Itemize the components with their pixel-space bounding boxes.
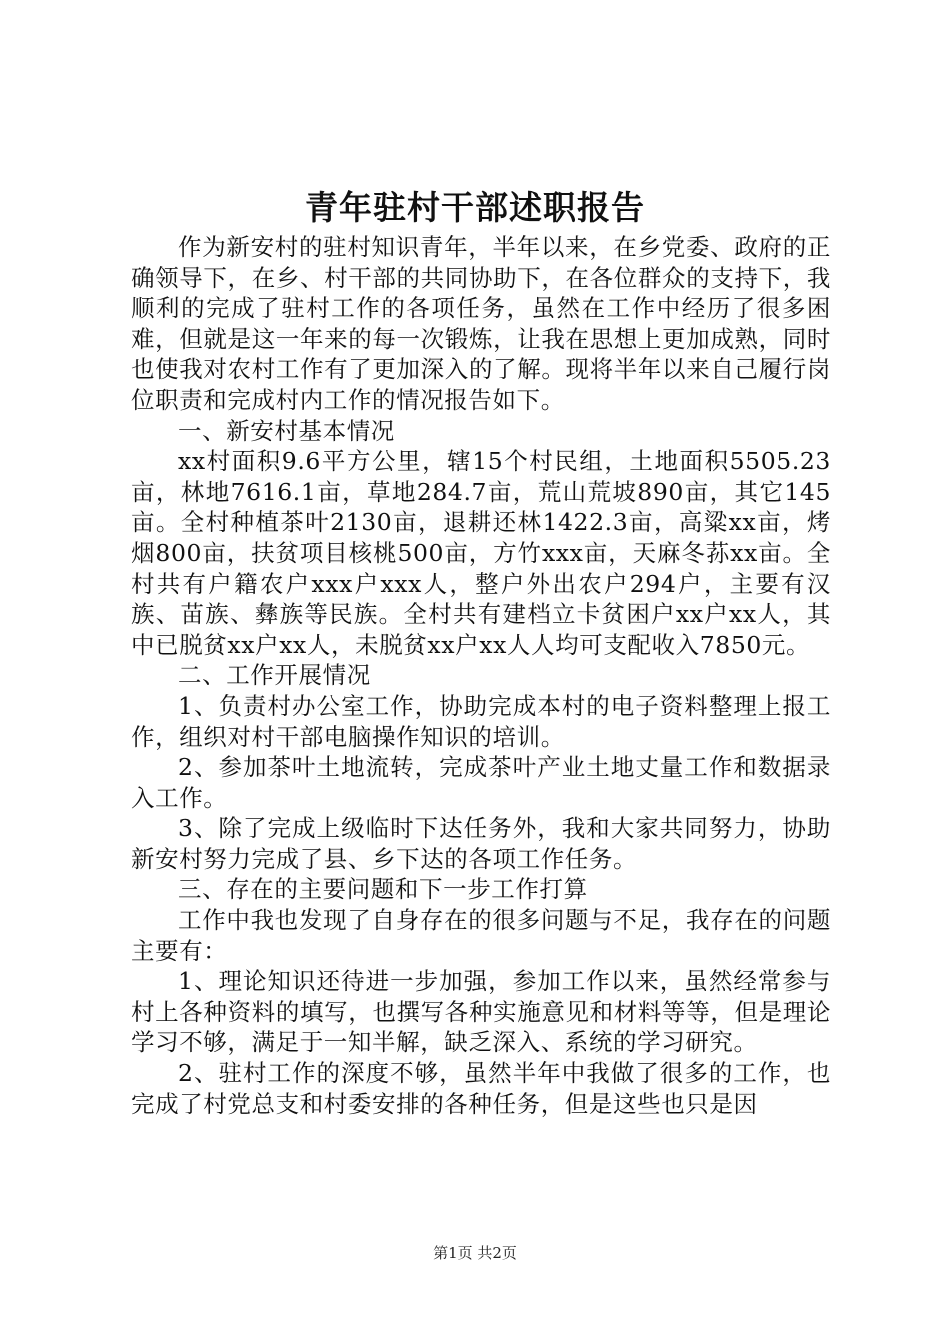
section-heading-2: 二、工作开展情况 — [178, 661, 371, 690]
section-heading-3: 三、存在的主要问题和下一步工作打算 — [178, 875, 588, 904]
paragraph-work-item-2: 2、参加茶叶土地流转，完成茶叶产业土地丈量工作和数据录入工作。 — [131, 753, 831, 812]
paragraph-work-item-1: 1、负责村办公室工作，协助完成本村的电子资料整理上报工作，组织对村干部电脑操作知识的培训。 — [131, 691, 831, 751]
paragraph-problem-1: 1、理论知识还待进一步加强，参加工作以来，虽然经常参与村上各种资料的填写，也撰写各种实施意见和材料等等，但是理论学习不够，满足于一知半解，缺乏深入、系统的学习研究。 — [131, 967, 831, 1057]
paragraph-village-info: xx村面积9.6平方公里，辖15个村民组，土地面积5505.23亩，林地7616.1亩，草地284.7亩，荒山荒坡890亩，其它145亩。全村种植茶叶2130亩，退耕还林1422.3亩，高粱xx亩，烤烟800亩，扶贫项目核桃500亩，方竹xxx亩，天麻冬荪xx亩。全村共有户籍农户xxx户xxx人，整户外出农户294户，主要有汉族、苗族、彝族等民族。全村共有建档立卡贫困户xx户xx人，其中已脱贫xx户xx人，未脱贫xx户xx人人均可支配收入7850元。 — [131, 447, 831, 659]
page-footer: 第1页 共2页 — [433, 1244, 517, 1262]
section-heading-1: 一、新安村基本情况 — [178, 416, 395, 445]
document-title: 青年驻村干部述职报告 — [305, 188, 645, 227]
paragraph-work-item-3: 3、除了完成上级临时下达任务外，我和大家共同努力，协助新安村努力完成了县、乡下达的各项工作任务。 — [131, 814, 831, 873]
paragraph-problem-2: 2、驻村工作的深度不够，虽然半年中我做了很多的工作，也完成了村党总支和村委安排的各种任务，但是这些也只是因 — [131, 1059, 831, 1118]
document-body — [131, 232, 831, 1119]
paragraph-intro: 作为新安村的驻村知识青年，半年以来，在乡党委、政府的正确领导下，在乡、村干部的共同协助下，在各位群众的支持下，我顺利的完成了驻村工作的各项任务，虽然在工作中经历了很多困难，但就是这一年来的每一次锻炼，让我在思想上更加成熟，同时也使我对农村工作有了更加深入的了解。现将半年以来自己履行岗位职责和完成村内工作的情况报告如下。 — [131, 233, 831, 414]
paragraph-problems-intro: 工作中我也发现了自身存在的很多问题与不足，我存在的问题主要有： — [131, 906, 831, 965]
